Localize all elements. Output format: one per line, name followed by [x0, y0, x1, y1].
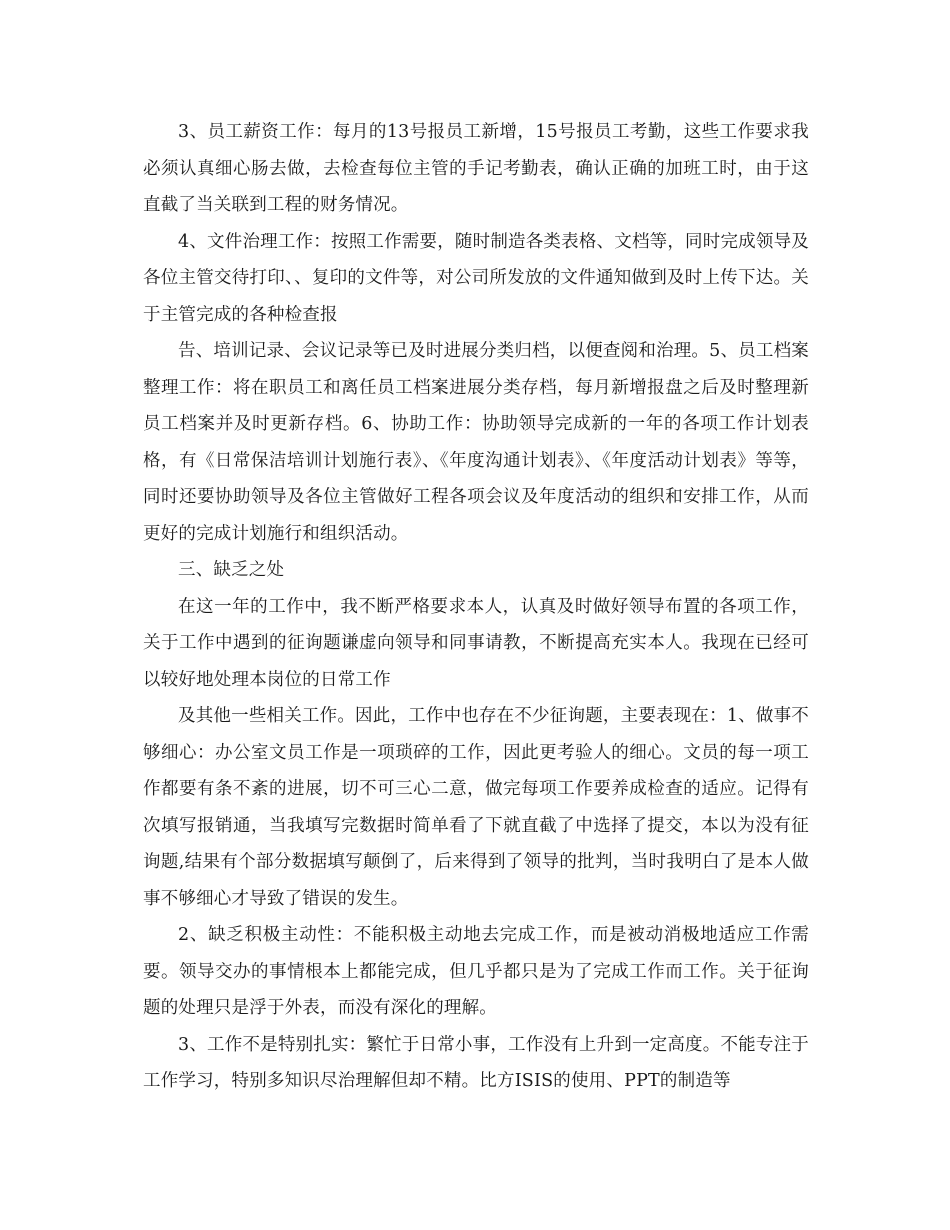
paragraph-file-management: 4、文件治理工作：按照工作需要，随时制造各类表格、文档等，同时完成领导及各位主管交待打印、、复印的文件等，对公司所发放的文件通知做到及时上传下达。关于主管完成的各种检查报 [143, 231, 809, 325]
paragraph-not-careful: 及其他一些相关工作。因此，工作中也存在不少征询题，主要表现在：1、做事不够细心：办公室文员工作是一项琐碎的工作，因此更考验人的细心。文员的每一项工作都要有条不紊的进展，切不可三心二意，做完每项工作要养成检查的适应。记得有次填写报销通，当我填写完数据时简单看了下就直截了中选择了提交，本以为没有征询题,结果有个部分数据填写颠倒了，后来得到了领导的批判，当时我明白了是本人做事不够细心才导致了错误的发生。 [143, 706, 809, 909]
paragraph-salary-work: 3、员工薪资工作：每月的13号报员工新增，15号报员工考勤，这些工作要求我必须认真细心肠去做，去检查每位主管的手记考勤表，确认正确的加班工时，由于这直截了当关联到工程的财务情况。 [143, 122, 809, 215]
section-heading-shortcomings: 三、缺乏之处 [178, 560, 285, 580]
paragraph-lack-initiative: 2、缺乏积极主动性：不能积极主动地去完成工作，而是被动消极地适应工作需要。领导交办的事情根本上都能完成，但几乎都只是为了完成工作而工作。关于征询题的处理只是浮于外表，而没有深化的理解。 [143, 925, 809, 1018]
paragraph-archiving-and-assistance: 告、培训记录、会议记录等已及时进展分类归档，以便查阅和治理。5、员工档案整理工作：将在职员工和离任员工档案进展分类存档，每月新增报盘之后及时整理新员工档案并及时更新存档。6、协助工作：协助领导完成新的一年的各项工作计划表格，有《日常保洁培训计划施行表》、《年度沟通计划表》、《年度活动计划表》等等，同时还要协助领导及各位主管做好工程各项会议及年度活动的组织和安排工作，从而更好的完成计划施行和组织活动。 [143, 341, 809, 544]
document-body [143, 114, 809, 1100]
paragraph-not-solid: 3、工作不是特别扎实：繁忙于日常小事，工作没有上升到一定高度。不能专注于工作学习，特别多知识尽治理解但却不精。比方ISIS的使用、PPT的制造等 [143, 1034, 809, 1091]
paragraph-year-review: 在这一年的工作中，我不断严格要求本人，认真及时做好领导布置的各项工作，关于工作中遇到的征询题谦虚向领导和同事请教，不断提高充实本人。我现在已经可以较好地处理本岗位的日常工作 [143, 596, 809, 690]
